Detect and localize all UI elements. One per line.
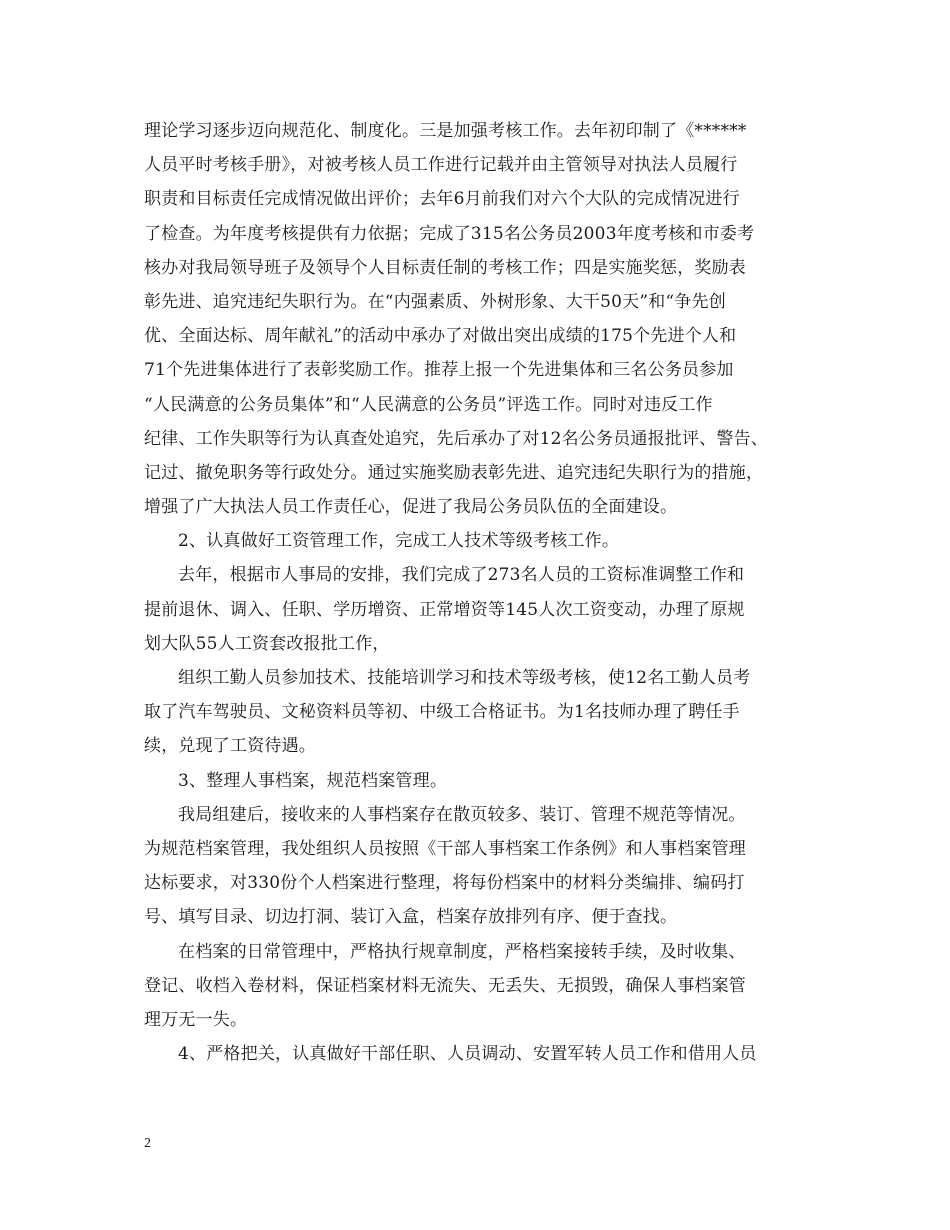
text-line: 号、填写目录、切边打洞、装订入盒，档案存放排列有序、便于查找。 — [144, 907, 678, 928]
text-line: 续，兑现了工资待遇。 — [144, 736, 316, 757]
section-heading: 2、认真做好工资管理工作，完成工人技术等级考核工作。 — [178, 531, 620, 552]
text-line: 在档案的日常管理中，严格执行规章制度，严格档案接转手续，及时收集、 — [178, 941, 746, 962]
text-line: 职责和目标责任完成情况做出评价；去年6月前我们对六个大队的完成情况进行 — [144, 189, 740, 210]
section-heading: 4、严格把关，认真做好干部任职、人员调动、安置军转人员工作和借用人员 — [178, 1044, 757, 1065]
text-line: 组织工勤人员参加技术、技能培训学习和技术等级考核，使12名工勤人员考 — [178, 668, 751, 688]
section-heading: 3、整理人事档案，规范档案管理。 — [178, 770, 448, 791]
text-line: 取了汽车驾驶员、文秘资料员等初、中级工合格证书。为1名技师办理了聘任手 — [144, 702, 740, 723]
text-line: 71个先进集体进行了表彰奖励工作。推荐上报一个先进集体和三名公务员参加 — [144, 360, 734, 381]
text-line: 核办对我局领导班子及领导个人目标责任制的考核工作；四是实施奖惩，奖励表 — [144, 257, 746, 278]
text-line: 记过、撤免职务等行政处分。通过实施奖励表彰先进、追究违纪失职行为的措施， — [144, 462, 764, 483]
text-line: 了检查。为年度考核提供有力依据；完成了315名公务员2003年度考核和市委考 — [144, 223, 755, 244]
text-line: “人民满意的公务员集体”和“人民满意的公务员”评选工作。同时对违反工作 — [144, 394, 713, 415]
text-line: 理论学习逐步迈向规范化、制度化。三是加强考核工作。去年初印制了《****** — [144, 121, 747, 141]
page-number: 2 — [144, 1136, 151, 1151]
text-line: 人员平时考核手册》，对被考核人员工作进行记载并由主管领导对执法人员履行 — [144, 155, 738, 176]
text-line: 纪律、工作失职等行为认真查处追究，先后承办了对12名公务员通报批评、警告、 — [144, 428, 769, 449]
text-line: 登记、收档入卷材料，保证档案材料无流失、无丢失、无损毁，确保人事档案管 — [144, 975, 746, 996]
text-line: 增强了广大执法人员工作责任心，促进了我局公务员队伍的全面建设。 — [144, 497, 678, 518]
text-line: 达标要求，对330份个人档案进行整理，将每份档案中的材料分类编排、编码打 — [144, 873, 745, 894]
text-line: 我局组建后，接收来的人事档案存在散页较多、装订、管理不规范等情况。 — [178, 804, 746, 825]
text-line: 划大队55人工资套改报批工作， — [144, 633, 390, 654]
text-line: 理万无一失。 — [144, 1009, 248, 1030]
text-line: 去年，根据市人事局的安排，我们完成了273名人员的工资标准调整工作和 — [178, 565, 745, 586]
body-text — [144, 114, 812, 1071]
text-line: 提前退休、调入、任职、学历增资、正常增资等145人次工资变动，办理了原规 — [144, 599, 745, 620]
text-line: 彰先进、追究违纪失职行为。在“内强素质、外树形象、大干50天”和“争先创 — [144, 291, 726, 312]
text-line: 为规范档案管理，我处组织人员按照《干部人事档案工作条例》和人事档案管理 — [144, 838, 746, 859]
text-line: 优、全面达标、周年献礼”的活动中承办了对做出突出成绩的175个先进个人和 — [144, 326, 737, 347]
